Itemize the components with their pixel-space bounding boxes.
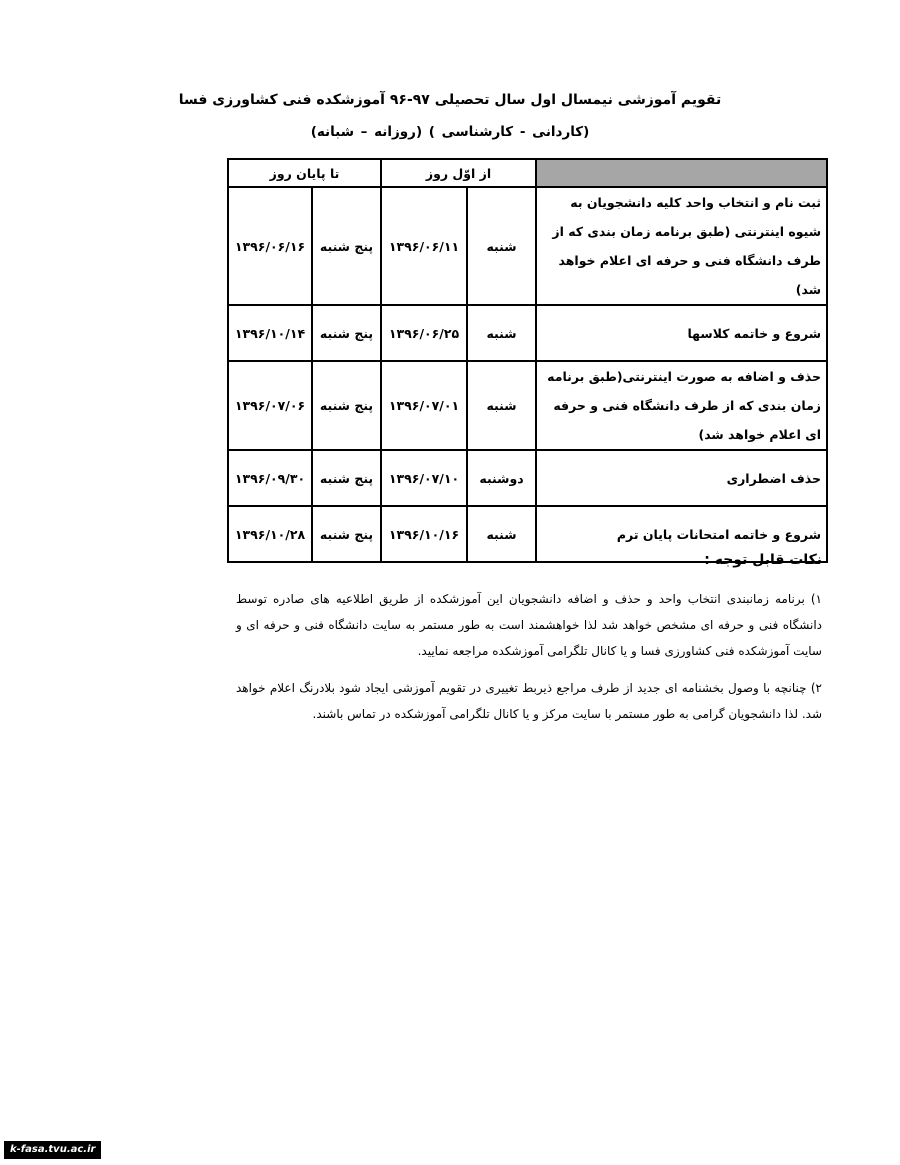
- start-date-cell: ۱۳۹۶/۰۶/۲۵: [381, 305, 467, 361]
- start-date-cell: ۱۳۹۶/۰۶/۱۱: [381, 187, 467, 305]
- start-day-cell: شنبه: [467, 506, 536, 562]
- end-day-cell: پنج شنبه: [312, 361, 381, 450]
- end-date-cell: ۱۳۹۶/۱۰/۱۴: [228, 305, 312, 361]
- end-day-cell: پنج شنبه: [312, 305, 381, 361]
- document-subtitle: (کاردانی - کارشناسی ) (روزانه – شبانه): [310, 124, 590, 140]
- end-day-cell: پنج شنبه: [312, 506, 381, 562]
- start-day-cell: دوشنبه: [467, 450, 536, 506]
- notes-heading: نکات قابل توجه :: [704, 552, 822, 568]
- table-row: [228, 305, 827, 361]
- end-day-cell: پنج شنبه: [312, 187, 381, 305]
- end-day-cell: پنج شنبه: [312, 450, 381, 506]
- start-date-cell: ۱۳۹۶/۰۷/۰۱: [381, 361, 467, 450]
- table-row: [228, 361, 827, 450]
- note-paragraph: ۲) چنانچه با وصول بخشنامه ای جدید از طرف مراجع ذیربط تغییری در تقویم آموزشی ایجاد شود بلادرنگ اعلام خواهد شد. لذا دانشجویان گرامی به طور مستمر با سایت مرکز و یا کانال تلگرامی آموزشکده در تماس باشند.: [236, 681, 822, 721]
- footer-watermark: k-fasa.tvu.ac.ir: [4, 1141, 101, 1159]
- end-date-cell: ۱۳۹۶/۰۷/۰۶: [228, 361, 312, 450]
- header-end: تا پایان روز: [228, 159, 381, 187]
- event-cell: حذف اضطراری: [536, 450, 827, 506]
- event-cell: ثبت نام و انتخاب واحد کلیه دانشجویان به شیوه اینترنتی (طبق برنامه زمان بندی که از طرف دانشگاه فنی و حرفه ای اعلام خواهد شد): [536, 187, 827, 305]
- event-cell: شروع و خاتمه امتحانات پایان ترم: [536, 506, 827, 562]
- start-date-cell: ۱۳۹۶/۰۷/۱۰: [381, 450, 467, 506]
- table-row: [228, 187, 827, 305]
- start-date-cell: ۱۳۹۶/۱۰/۱۶: [381, 506, 467, 562]
- table-header-row: [228, 159, 827, 187]
- event-cell: حذف و اضافه به صورت اینترنتی(طبق برنامه زمان بندی که از طرف دانشگاه فنی و حرفه ای اعلام خواهد شد): [536, 361, 827, 450]
- start-day-cell: شنبه: [467, 305, 536, 361]
- document-title: تقویم آموزشی نیمسال اول سال تحصیلی ۹۷-۹۶ آموزشکده فنی کشاورزی فسا: [178, 92, 722, 108]
- end-date-cell: ۱۳۹۶/۱۰/۲۸: [228, 506, 312, 562]
- end-date-cell: ۱۳۹۶/۰۶/۱۶: [228, 187, 312, 305]
- end-date-cell: ۱۳۹۶/۰۹/۳۰: [228, 450, 312, 506]
- header-blank-cell: [536, 159, 827, 187]
- start-day-cell: شنبه: [467, 187, 536, 305]
- header-start: از اوّل روز: [381, 159, 536, 187]
- academic-calendar-table: [227, 158, 828, 563]
- note-paragraph: ۱) برنامه زمانبندی انتخاب واحد و حذف و اضافه دانشجویان این آموزشکده از طریق اطلاعیه های صادره توسط دانشگاه فنی و حرفه ای مشخص خواهد شد لذا خواهشمند است به طور مستمر به سایت دانشگاه فنی و حرفه ای و سایت آموزشکده فنی کشاورزی فسا و یا کانال تلگرامی آموزشکده مراجعه نمایید.: [236, 592, 822, 658]
- table-row: [228, 450, 827, 506]
- start-day-cell: شنبه: [467, 361, 536, 450]
- event-cell: شروع و خاتمه کلاسها: [536, 305, 827, 361]
